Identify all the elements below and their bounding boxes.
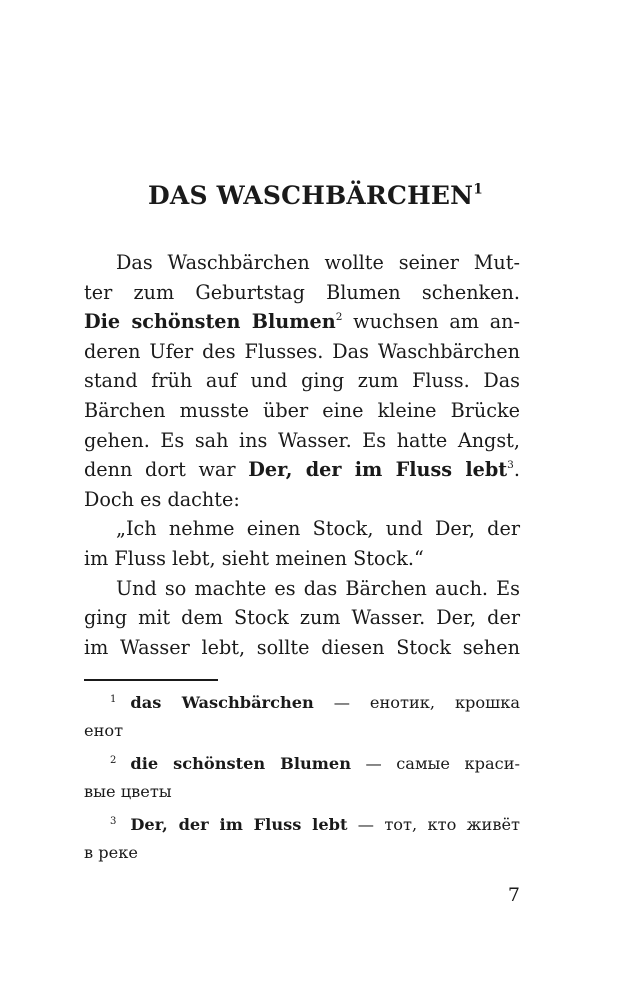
footnote-line <box>84 750 520 778</box>
footnote-number: 2 <box>110 754 117 766</box>
footnote-line <box>84 811 520 839</box>
footnotes <box>84 689 520 872</box>
footnote-number: 3 <box>110 815 117 827</box>
text-line <box>84 603 520 633</box>
footnote-ref: 3 <box>507 459 514 472</box>
text-run: deren Ufer des Flusses. Das Waschbärchen <box>84 339 520 363</box>
text-line <box>84 426 520 456</box>
text-run: denn dort war <box>84 458 249 482</box>
text-line <box>84 574 520 604</box>
glossary-term: Der, der im Fluss lebt <box>248 458 508 482</box>
footnote-translation: — самые краси- <box>350 754 520 773</box>
text-run: wuchsen am an- <box>342 310 520 334</box>
footnote-ref: 2 <box>335 311 343 324</box>
text-run: Doch es dachte: <box>84 487 240 511</box>
footnote-term: Der, der im Fluss lebt <box>130 815 348 834</box>
footnote-ref: 1 <box>473 181 483 198</box>
text-line <box>84 396 520 426</box>
text-line <box>84 307 520 337</box>
footnote-separator <box>84 679 218 681</box>
story-text <box>84 248 520 662</box>
text-run: ging mit dem Stock zum Wasser. Der, der <box>84 606 520 630</box>
footnote <box>84 689 520 745</box>
footnote-translation: в реке <box>84 843 138 862</box>
text-run: „Ich nehme einen Stock, und Der, der <box>116 517 520 541</box>
text-run: im Wasser lebt, sollte diesen Stock sehen <box>84 635 520 659</box>
chapter-title-text: DAS WASCHBÄRCHEN <box>148 181 474 210</box>
text-run: stand früh auf und ging zum Fluss. Das <box>84 369 520 393</box>
text-run: ter zum Geburtstag Blumen schenken. <box>84 280 520 304</box>
footnote <box>84 811 520 867</box>
footnote <box>84 750 520 806</box>
text-line <box>84 248 520 278</box>
text-line <box>84 514 520 544</box>
text-line <box>84 544 520 574</box>
text-run: Bärchen musste über eine kleine Brücke <box>84 398 520 422</box>
text-run: . <box>513 458 520 482</box>
page-number: 7 <box>507 884 520 906</box>
text-run: Das Waschbärchen wollte seiner Mut- <box>116 251 520 274</box>
chapter-title <box>0 181 631 210</box>
text-line <box>84 366 520 396</box>
footnote-translation: вые цветы <box>84 782 172 801</box>
footnote-term: die schönsten Blumen <box>130 754 351 773</box>
text-run: gehen. Es sah ins Wasser. Es hatte Angst, <box>84 428 520 452</box>
footnote-translation: — тот, кто живёт <box>347 815 520 834</box>
footnote-translation: — енотик, крошка <box>313 693 520 712</box>
text-line <box>84 337 520 367</box>
footnote-line <box>84 689 520 717</box>
text-line <box>84 485 520 515</box>
glossary-term: Die schönsten Blumen <box>84 310 336 334</box>
text-line <box>84 633 520 663</box>
footnote-translation: енот <box>84 721 124 740</box>
text-run: im Fluss lebt, sieht meinen Stock.“ <box>84 546 424 570</box>
text-run: Und so machte es das Bärchen auch. Es <box>116 576 520 600</box>
footnote-term: das Waschbärchen <box>130 693 314 712</box>
footnote-number: 1 <box>110 693 117 705</box>
text-line <box>84 455 520 485</box>
text-line <box>84 278 520 308</box>
